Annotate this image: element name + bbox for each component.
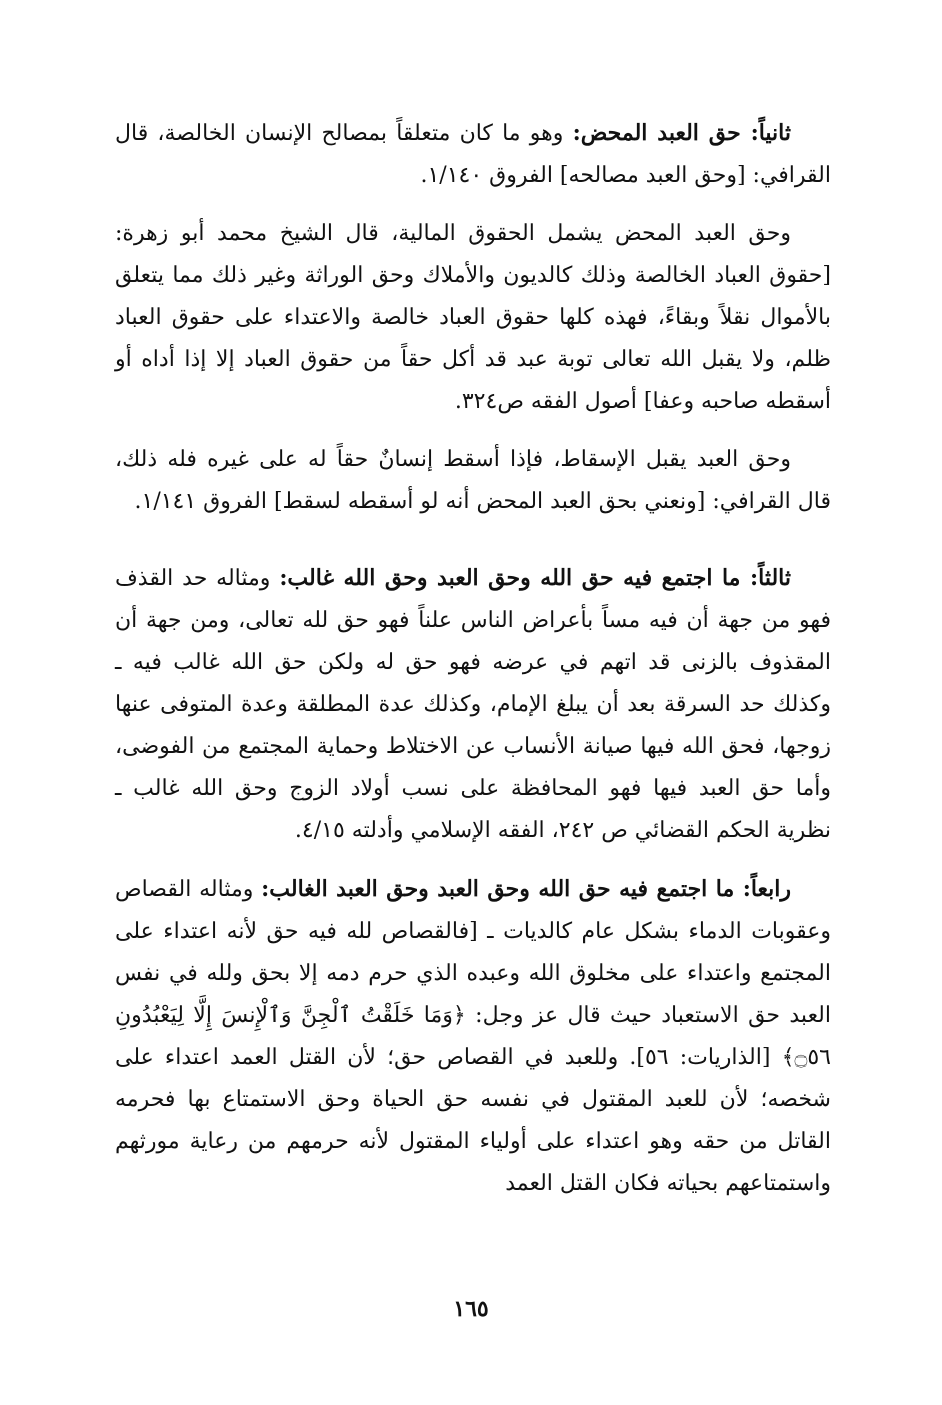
paragraph-text: وحق العبد يقبل الإسقاط، فإذا أسقط إنسانٌ حقاً له على غيره فله ذلك، قال القرافي: [ونعني بحق العبد المحض أنه لو أسقطه لسقط] الفروق ١/١٤١.: [115, 447, 831, 514]
paragraph-waiver: [115, 439, 831, 523]
paragraph-pure-servant-right: [115, 112, 831, 197]
paragraph-financial-rights: [115, 213, 831, 423]
paragraph-text: ومثاله حد القذف فهو من جهة أن فيه مساً بأعراض الناس علناً فهو حق لله تعالى، ومن جهة أن المقذوف بالزنى قد اتهم في عرضه فهو حق له ولكن حق الله غالب فيه ـ وكذلك حد السرقة بعد أن يبلغ الإمام، وكذلك عدة المطلقة وعدة المتوفى عنها زوجها، فحق الله فيها صيانة الأنساب عن الاختلاط وحماية المجتمع من الفوضى، وأما حق العبد فيها فهو المحافظة على نسب أولاد الزوج وحق الله غالب ـ نظرية الحكم القضائي ص ٢٤٢، الفقه الإسلامي وأدلته ٤/١٥.: [115, 566, 831, 843]
page-number: ١٦٥: [453, 1296, 489, 1322]
paragraph-third-category: [115, 557, 831, 852]
paragraph-text: ومثاله القصاص وعقوبات الدماء بشكل عام كالديات ـ [فالقصاص لله فيه حق لأنه اعتداء على المجتمع واعتداء على مخلوق الله وعبده الذي حرم دمه إلا بحق ولله في نفس العبد حق الاستعباد حيث قال عز وجل: ﴿وَمَا خَلَقْتُ ٱلْجِنَّ وَٱلْإِنسَ إِلَّا لِيَعْبُدُونِ ۝٥٦﴾ [الذاريات: ٥٦]. وللعبد في القصاص حق؛ لأن القتل العمد اعتداء على شخصه؛ لأن للعبد المقتول في نفسه حق الحياة وحق الاستمتاع بها فحرمه القاتل من حقه وهو اعتداء على أولياء المقتول لأنه حرمهم من رعاية مورثهم واستمتاعهم بحياته فكان القتل العمد: [115, 877, 831, 1196]
paragraph-text: وحق العبد المحض يشمل الحقوق المالية، قال الشيخ محمد أبو زهرة: [حقوق العباد الخالصة وذلك كالديون والأملاك وحق الوراثة وغير ذلك مما يتعلق بالأموال نقلاً وبقاءً، فهذه كلها حقوق العباد خالصة والاعتداء على حقوق العباد ظلم، ولا يقبل الله تعالى توبة عبد قد أكل حقاً من حقوق العباد إلا إذا أداه أو أسقطه صاحبه وعفا] أصول الفقه ص٣٢٤.: [115, 221, 831, 414]
paragraph-fourth-category: [115, 868, 831, 1205]
heading-second: ثانياً: حق العبد المحض:: [572, 120, 792, 146]
heading-third: ثالثاً: ما اجتمع فيه حق الله وحق العبد وحق الله غالب:: [279, 565, 791, 591]
paragraph-text: وهو ما كان متعلقاً بمصالح الإنسان الخالصة، قال القرافي: [وحق العبد مصالحه] الفروق ١/١٤٠.: [115, 121, 831, 188]
page-body: [115, 112, 831, 1221]
heading-fourth: رابعاً: ما اجتمع فيه حق الله وحق العبد وحق العبد الغالب:: [261, 876, 791, 902]
